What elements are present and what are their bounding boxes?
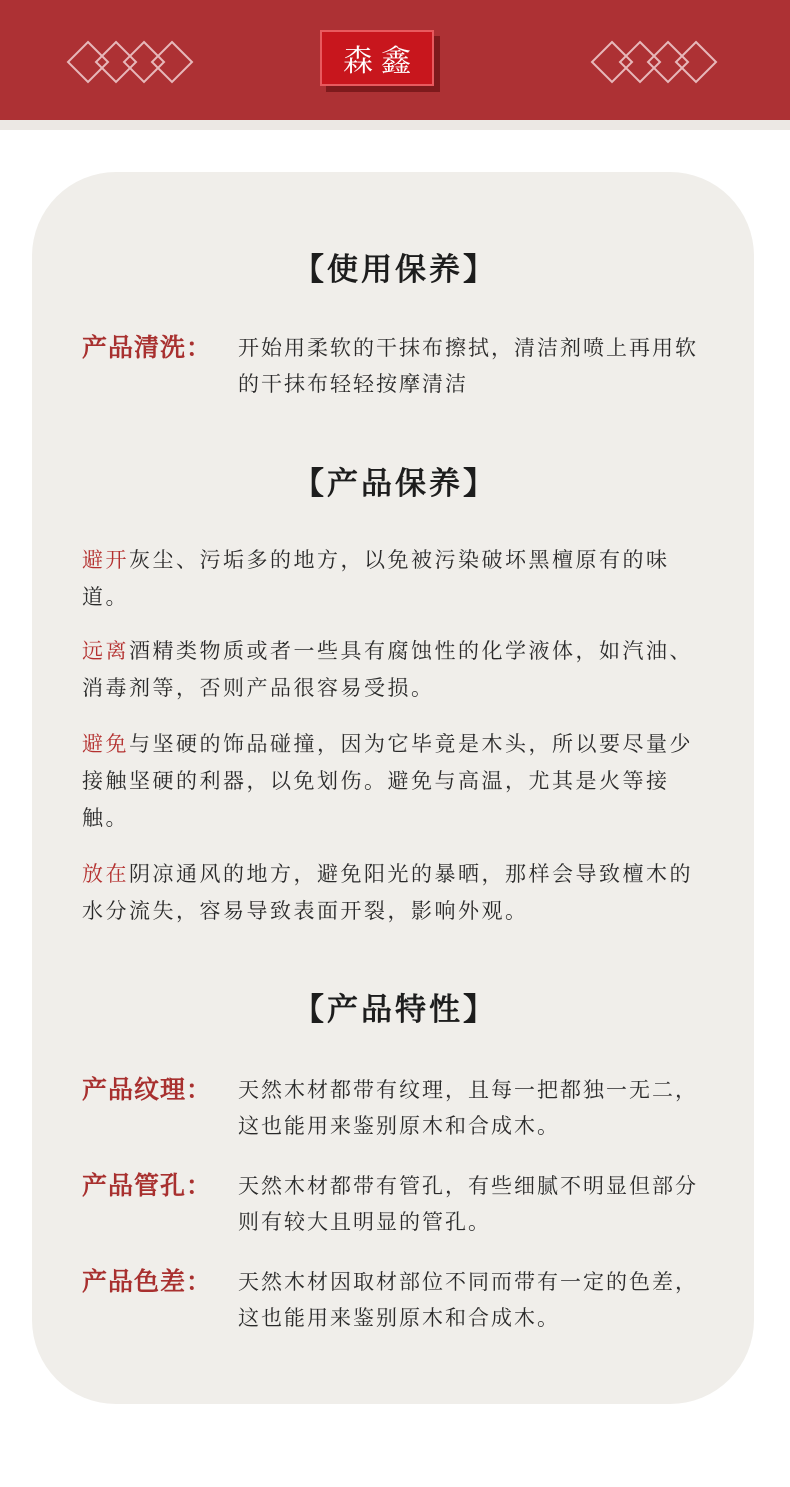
care-item-placement [82,856,700,930]
feature-item-grain [82,1072,702,1144]
brand-seal-box [320,30,434,86]
item-text: 开始用柔软的干抹布擦拭，清洁剂喷上再用软的干抹布轻轻按摩清洁 [238,336,698,396]
diamond-ornament-right-icon [590,40,730,84]
item-lead: 避免 [82,732,129,756]
item-text: 灰尘、污垢多的地方，以免被污染破坏黑檀原有的味道。 [82,548,670,609]
care-item-keep-away [82,633,700,707]
item-text: 阴凉通风的地方，避免阳光的暴晒，那样会导致檀木的水分流失，容易导致表面开裂，影响外观。 [82,862,693,923]
item-text: 天然木材都带有管孔，有些细腻不明显但部分则有较大且明显的管孔。 [238,1174,698,1234]
item-lead: 放在 [82,862,129,886]
item-label: 产品纹理： [82,1075,213,1104]
item-lead: 避开 [82,548,129,572]
care-item-avoid-impact [82,726,700,837]
item-text: 天然木材因取材部位不同而带有一定的色差，这也能用来鉴别原木和合成木。 [238,1270,698,1330]
item-text: 与坚硬的饰品碰撞，因为它毕竟是木头，所以要尽量少接触坚硬的利器，以免划伤。避免与高温，尤其是火等接触。 [82,732,693,830]
section-title-care: 【产品保养】 [293,466,497,502]
brand-name: 森鑫 [343,44,419,79]
item-label: 产品色差： [82,1267,213,1296]
banner-strip [0,120,790,130]
usage-item-cleaning [82,330,702,402]
feature-item-pores [82,1168,702,1240]
diamond-ornament-left-icon [66,40,206,84]
item-label: 产品管孔： [82,1171,213,1200]
section-title-features: 【产品特性】 [293,992,497,1028]
care-item-avoid-dust [82,542,700,616]
brand-seal [320,30,442,94]
feature-item-color [82,1264,702,1336]
item-text: 天然木材都带有纹理，且每一把都独一无二，这也能用来鉴别原木和合成木。 [238,1078,698,1138]
item-label: 产品清洗： [82,333,213,362]
item-text: 酒精类物质或者一些具有腐蚀性的化学液体，如汽油、消毒剂等，否则产品很容易受损。 [82,639,693,700]
section-title-usage: 【使用保养】 [293,252,497,288]
item-lead: 远离 [82,639,129,663]
